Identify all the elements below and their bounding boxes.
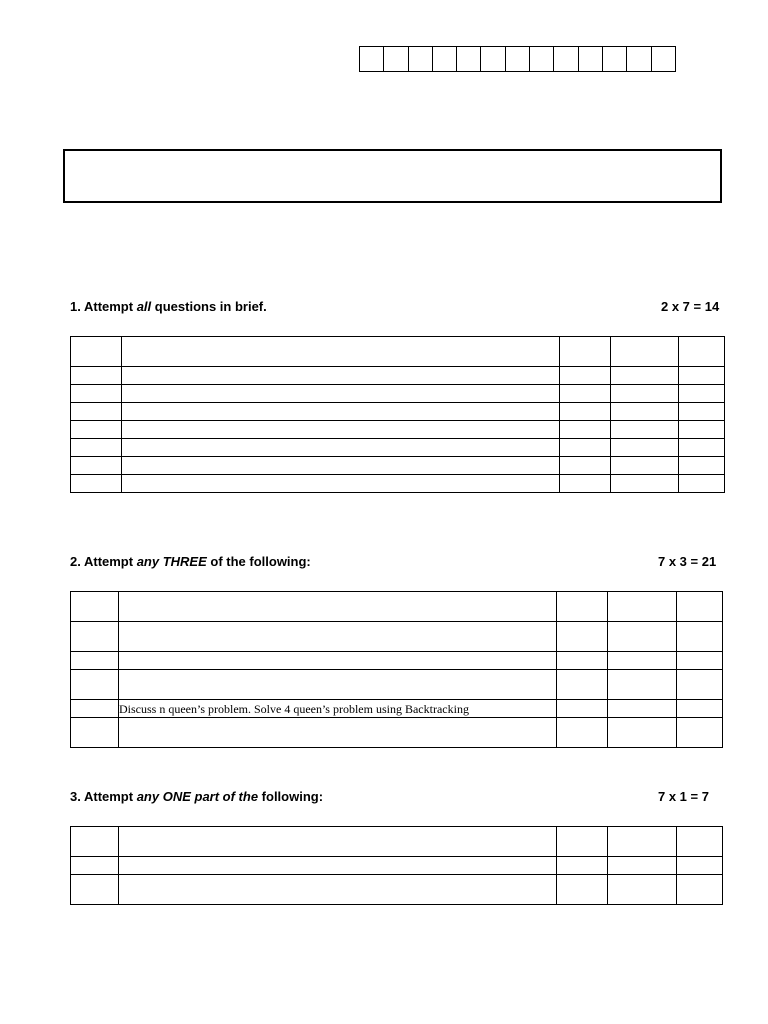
level-cell	[677, 670, 723, 700]
marks-cell	[560, 367, 611, 385]
co-cell	[611, 421, 679, 439]
roll-number-box	[432, 46, 457, 72]
table-row	[71, 385, 725, 403]
roll-number-box	[383, 46, 408, 72]
co-cell	[608, 857, 677, 875]
question-text-cell	[122, 367, 560, 385]
heading-text-part: 2. Attempt	[70, 554, 137, 569]
paper-title-box	[63, 149, 722, 203]
question-text-cell	[122, 403, 560, 421]
marks-cell	[557, 718, 608, 748]
table-row	[71, 875, 723, 905]
roll-number-box	[359, 46, 384, 72]
table-row	[71, 337, 725, 367]
co-cell	[611, 337, 679, 367]
marks-cell	[557, 875, 608, 905]
marks-cell	[557, 700, 608, 718]
question-number-cell	[71, 475, 122, 493]
question-number-cell	[71, 592, 119, 622]
co-cell	[608, 875, 677, 905]
question-text-cell	[119, 718, 557, 748]
level-cell	[679, 475, 725, 493]
level-cell	[677, 875, 723, 905]
co-cell	[608, 622, 677, 652]
marks-cell	[560, 475, 611, 493]
question-text-cell	[122, 457, 560, 475]
marks-cell	[557, 857, 608, 875]
marks-cell	[557, 592, 608, 622]
question-number-cell	[71, 439, 122, 457]
co-cell	[611, 385, 679, 403]
marks-cell	[560, 421, 611, 439]
co-cell	[608, 700, 677, 718]
level-cell	[679, 421, 725, 439]
section-2-marks: 7 x 3 = 21	[658, 554, 717, 569]
table-row	[71, 652, 723, 670]
roll-number-box	[529, 46, 554, 72]
level-cell	[679, 403, 725, 421]
question-number-cell	[71, 403, 122, 421]
co-cell	[611, 439, 679, 457]
section-3-marks: 7 x 1 = 7	[658, 789, 709, 804]
table-row	[71, 827, 723, 857]
question-number-cell	[71, 367, 122, 385]
level-cell	[679, 457, 725, 475]
question-text-cell: Discuss n queen’s problem. Solve 4 queen’s problem using Backtracking	[119, 700, 557, 718]
marks-cell	[560, 457, 611, 475]
level-cell	[677, 652, 723, 670]
question-text-cell	[122, 421, 560, 439]
roll-number-box	[578, 46, 603, 72]
co-cell	[608, 652, 677, 670]
marks-cell	[560, 439, 611, 457]
co-cell	[608, 670, 677, 700]
section-3-heading	[70, 789, 323, 805]
marks-cell	[557, 670, 608, 700]
heading-text-part: 3. Attempt	[70, 789, 137, 804]
heading-text-part: all	[136, 299, 152, 314]
level-cell	[677, 827, 723, 857]
table-row	[71, 421, 725, 439]
roll-number-boxes	[359, 46, 676, 72]
level-cell	[677, 718, 723, 748]
co-cell	[608, 827, 677, 857]
marks-cell	[560, 403, 611, 421]
question-text-cell	[122, 337, 560, 367]
question-number-cell	[71, 670, 119, 700]
roll-number-box	[408, 46, 433, 72]
section-3-table	[70, 826, 723, 905]
table-row	[71, 622, 723, 652]
table-row	[71, 439, 725, 457]
level-cell	[679, 337, 725, 367]
table-row	[71, 670, 723, 700]
co-cell	[608, 592, 677, 622]
roll-number-box	[651, 46, 676, 72]
question-number-cell	[71, 385, 122, 403]
question-number-cell	[71, 857, 119, 875]
co-cell	[611, 457, 679, 475]
level-cell	[677, 857, 723, 875]
question-number-cell	[71, 700, 119, 718]
section-2-heading	[70, 554, 311, 570]
question-number-cell	[71, 421, 122, 439]
marks-cell	[560, 337, 611, 367]
marks-cell	[557, 652, 608, 670]
level-cell	[677, 622, 723, 652]
section-2-table	[70, 591, 723, 748]
question-number-cell	[71, 718, 119, 748]
question-text-cell	[119, 652, 557, 670]
question-text-cell	[122, 385, 560, 403]
heading-text-part: of the following:	[206, 554, 311, 569]
roll-number-box	[456, 46, 481, 72]
marks-cell	[557, 827, 608, 857]
heading-text-part: any ONE part of the	[136, 789, 259, 804]
question-text-cell	[119, 592, 557, 622]
level-cell	[679, 367, 725, 385]
heading-text-part: 1. Attempt	[70, 299, 137, 314]
roll-number-box	[602, 46, 627, 72]
table-row	[71, 592, 723, 622]
table-row	[71, 403, 725, 421]
table-row	[71, 475, 725, 493]
level-cell	[677, 592, 723, 622]
co-cell	[611, 475, 679, 493]
question-text-cell	[119, 857, 557, 875]
question-number-cell	[71, 875, 119, 905]
co-cell	[611, 367, 679, 385]
question-number-cell	[71, 622, 119, 652]
question-number-cell	[71, 652, 119, 670]
roll-number-box	[480, 46, 505, 72]
table-row	[71, 718, 723, 748]
table-row	[71, 367, 725, 385]
question-number-cell	[71, 827, 119, 857]
heading-text-part: following:	[258, 789, 324, 804]
question-text-cell	[119, 622, 557, 652]
roll-number-box	[553, 46, 578, 72]
marks-cell	[560, 385, 611, 403]
question-number-cell	[71, 337, 122, 367]
marks-cell	[557, 622, 608, 652]
section-1-heading	[70, 299, 267, 315]
question-text-cell	[122, 439, 560, 457]
question-text-cell	[119, 827, 557, 857]
table-row	[71, 700, 723, 718]
question-text-cell	[122, 475, 560, 493]
level-cell	[679, 385, 725, 403]
question-text-cell	[119, 670, 557, 700]
question-number-cell	[71, 457, 122, 475]
heading-text-part: any THREE	[136, 554, 207, 569]
section-1-table	[70, 336, 725, 493]
roll-number-box	[505, 46, 530, 72]
table-row	[71, 857, 723, 875]
roll-number-box	[626, 46, 651, 72]
table-row	[71, 457, 725, 475]
question-text-cell	[119, 875, 557, 905]
level-cell	[677, 700, 723, 718]
co-cell	[608, 718, 677, 748]
heading-text-part: questions in brief.	[151, 299, 267, 314]
co-cell	[611, 403, 679, 421]
level-cell	[679, 439, 725, 457]
section-1-marks: 2 x 7 = 14	[661, 299, 720, 314]
